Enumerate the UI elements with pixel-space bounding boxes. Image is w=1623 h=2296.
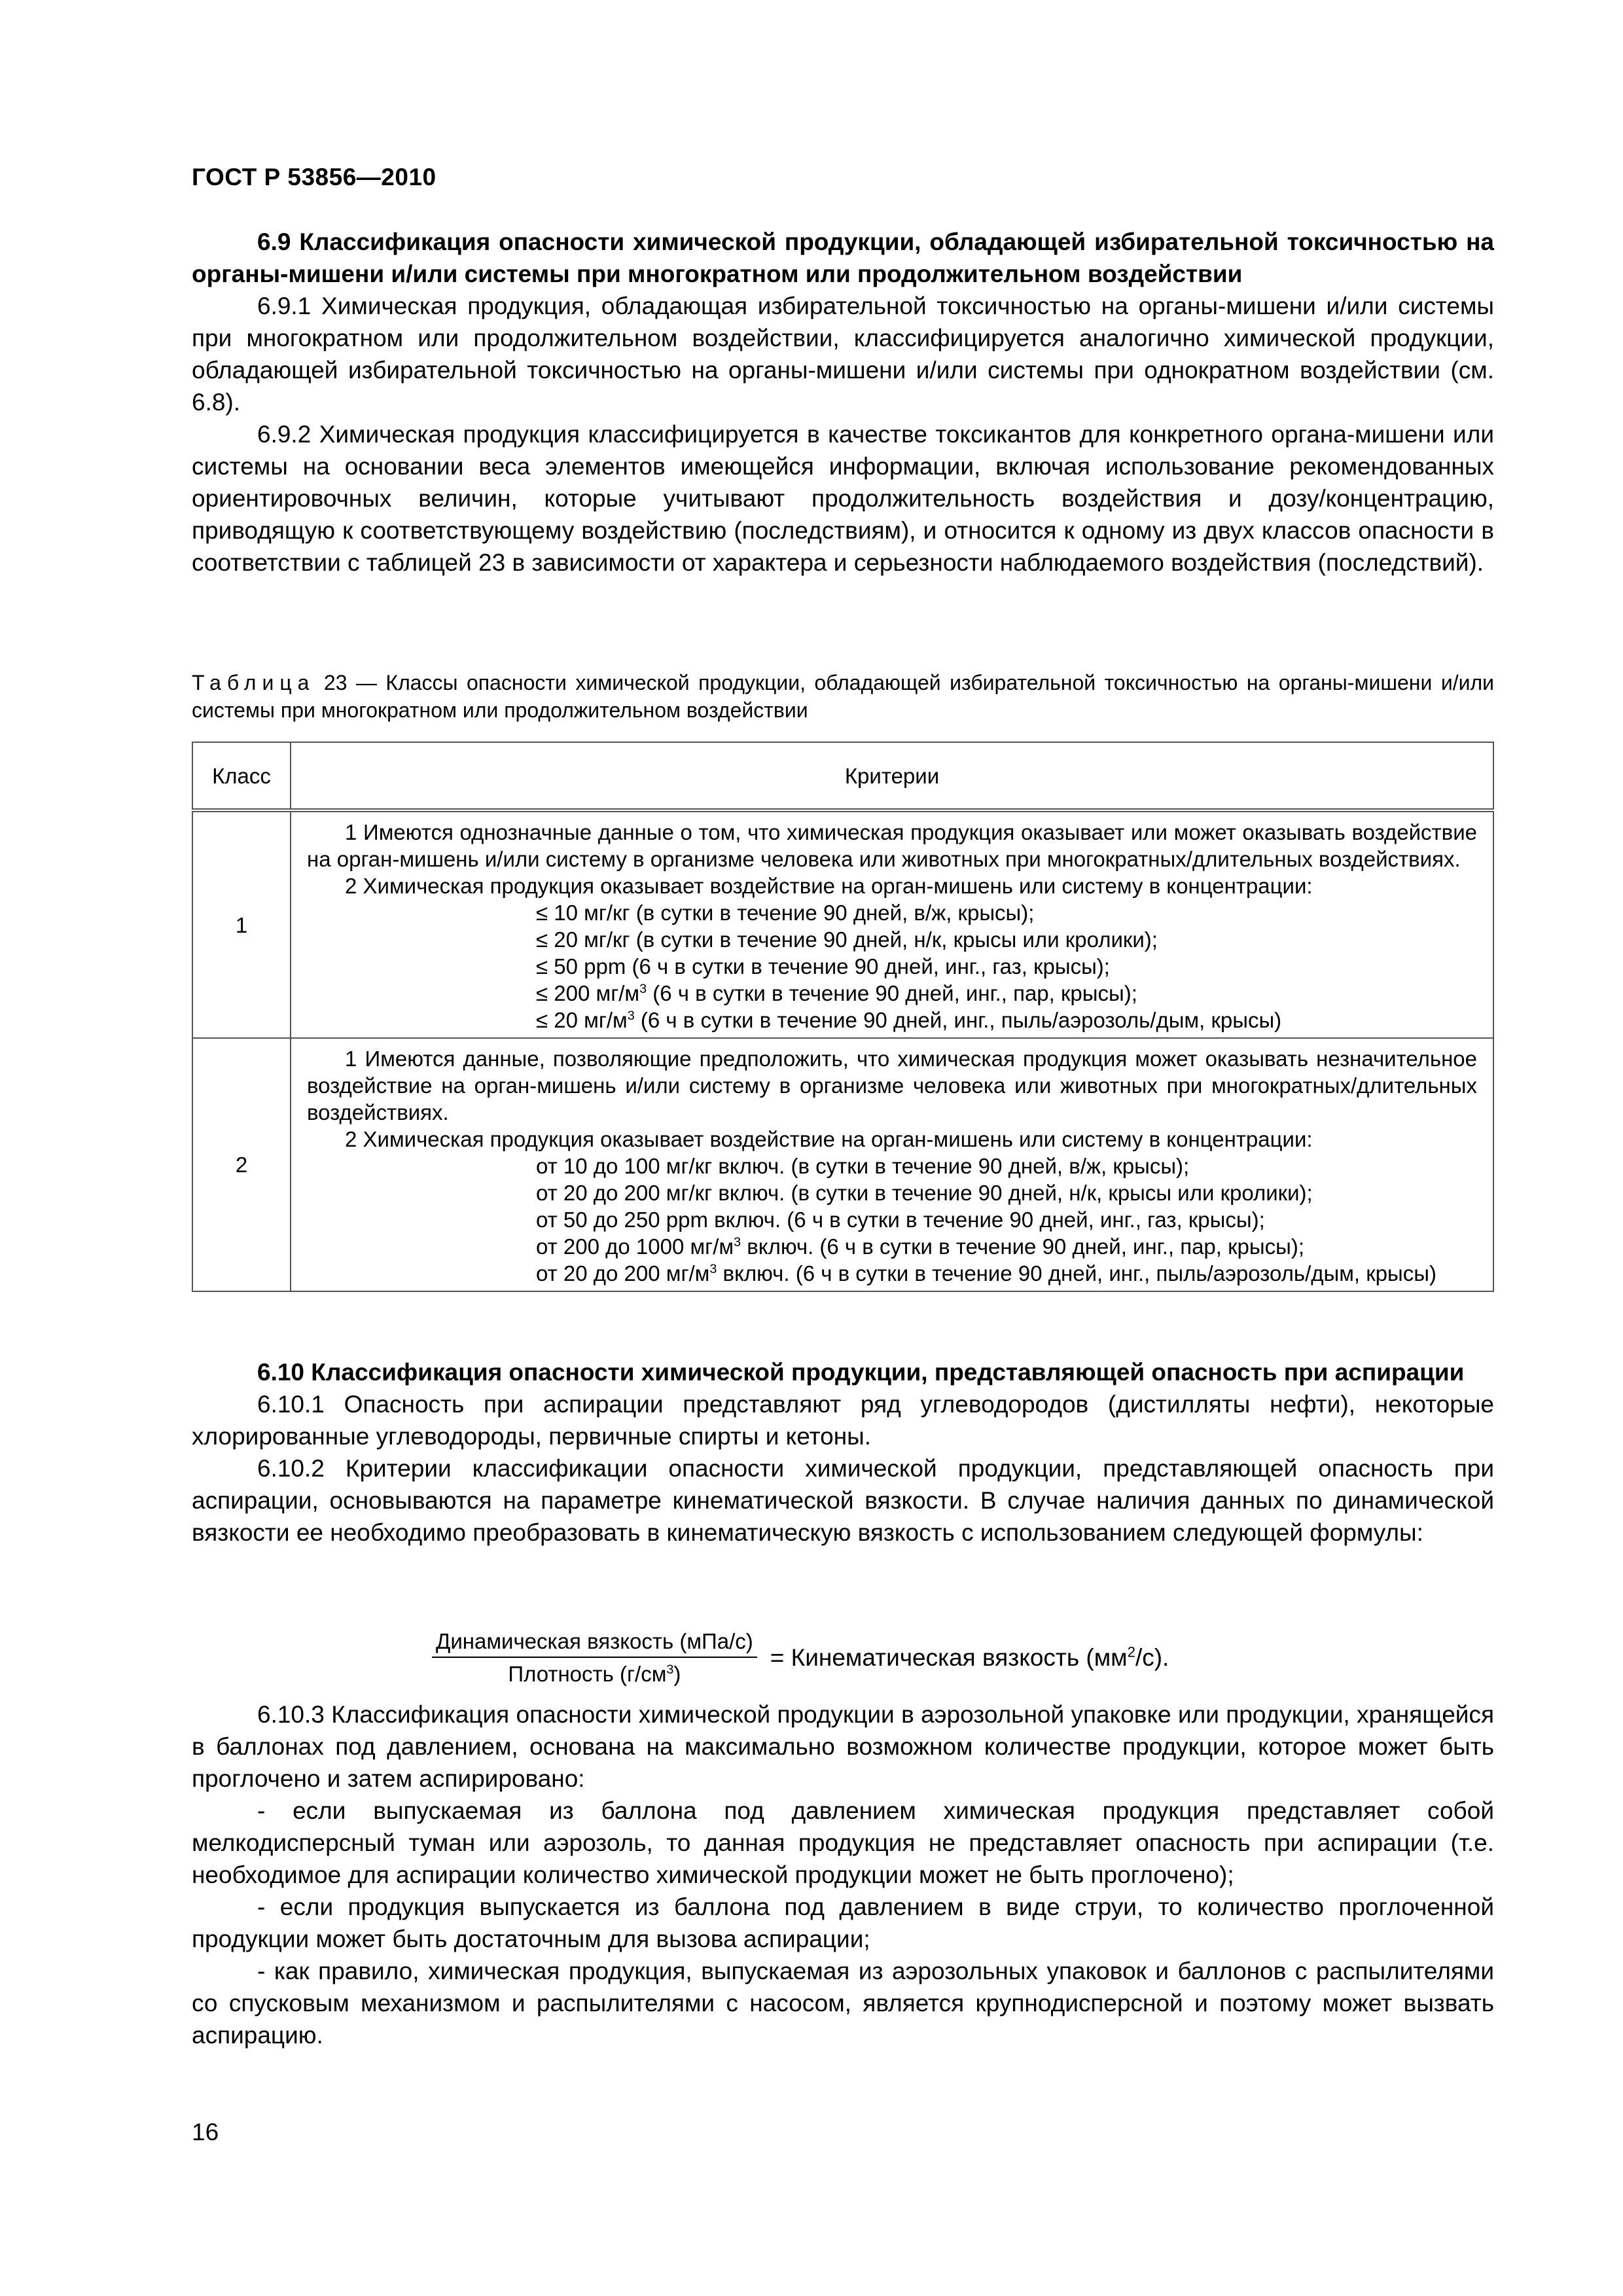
criterion-1: 1 Имеются данные, позволяющие предположить, что химическая продукция может оказывать незначительное воздействие на орган-мишень и/или систему в организме человека или животных при многократных/длительных воздействиях.: [307, 1047, 1477, 1124]
concentration-value: от 20 до 200 мг/кг включ. (в сутки в течение 90 дней, н/к, крысы или кролики);: [536, 1181, 1313, 1205]
section-title: 6.9 Классификация опасности химической продукции, обладающей избирательной токсичностью на органы-мишени и/или системы при многократном или продолжительном воздействии: [192, 228, 1494, 287]
formula-denominator: [504, 1658, 685, 1687]
value-text: (6 ч в сутки в течение 90 дней, инг., пыль/аэрозоль/дым, крысы): [634, 1008, 1282, 1032]
superscript: 3: [734, 1235, 741, 1249]
section-6-10-3: [192, 1698, 1494, 2051]
concentration-value: ≤ 20 мг/кг (в сутки в течение 90 дней, н/к, крысы или кролики);: [536, 927, 1158, 952]
value-text: включ. (6 ч в сутки в течение 90 дней, инг., пыль/аэрозоль/дым, крысы): [717, 1261, 1436, 1285]
concentration-value: ≤ 50 ppm (6 ч в сутки в течение 90 дней, инг., газ, крысы);: [536, 954, 1110, 978]
result-text: /с).: [1135, 1644, 1169, 1671]
section-title: 6.10 Классификация опасности химической продукции, представляющей опасность при аспирации: [257, 1359, 1465, 1386]
column-header-criteria: Критерии: [291, 742, 1493, 810]
formula-result: [770, 1644, 1169, 1672]
denominator-text: Плотность (г/см: [508, 1662, 667, 1686]
concentration-value: [307, 980, 1477, 1007]
table-caption-word: Таблица: [192, 671, 315, 694]
class-cell: 1: [192, 810, 291, 1038]
formula-numerator: Динамическая вязкость (мПа/с): [432, 1629, 757, 1658]
formula-fraction: [432, 1629, 757, 1687]
criterion-2: 2 Химическая продукция оказывает воздействие на орган-мишень или систему в концентрации:: [345, 874, 1313, 898]
paragraph-6-10-3: 6.10.3 Классификация опасности химической продукции в аэрозольной упаковке или продукции, хранящейся в баллонах под давлением, основана на максимально возможном количестве продукции, которое может быть проглочено и затем аспирировано:: [192, 1701, 1494, 1792]
value-text: от 200 до 1000 мг/м: [536, 1234, 734, 1259]
concentration-value: [307, 1260, 1477, 1287]
paragraph-6-9-2: 6.9.2 Химическая продукция классифицируется в качестве токсикантов для конкретного органа-мишени или системы на основании веса элементов имеющейся информации, включая использование рекомендованных ориентировочных величин, которые учитывают продолжительность воздействия и дозу/концентрацию, приводящую к соответствующему воздействию (последствиям), и относится к одному из двух классов опасности в соответствии с таблицей 23 в зависимости от характера и серьезности наблюдаемого воздействия (последствий).: [192, 421, 1494, 576]
superscript: 3: [627, 1009, 635, 1023]
list-item: - если выпускаемая из баллона под давлением химическая продукция представляет собой мелкодисперсный туман или аэрозоль, то данная продукция не представляет опасность при аспирации (т.е. необходимое для аспирации количество химической продукции может не быть проглочено);: [192, 1797, 1494, 1888]
table-row: [192, 810, 1493, 1038]
class-cell: 2: [192, 1038, 291, 1291]
concentration-value: [307, 1007, 1477, 1033]
value-text: (6 ч в сутки в течение 90 дней, инг., пар, крысы);: [647, 981, 1137, 1005]
criteria-cell: [291, 810, 1493, 1038]
result-text: = Кинематическая вязкость (мм: [770, 1644, 1128, 1671]
value-text: включ. (6 ч в сутки в течение 90 дней, инг., пар, крысы);: [741, 1234, 1305, 1259]
superscript: 3: [666, 1662, 674, 1677]
value-text: ≤ 200 мг/м: [536, 981, 640, 1005]
table-caption: [192, 669, 1494, 724]
table-caption-text: 23 — Классы опасности химической продукции, обладающей избирательной токсичностью на органы-мишени и/или системы при многократном или продолжительном воздействии: [192, 671, 1494, 722]
list-item: - как правило, химическая продукция, выпускаемая из аэрозольных упаковок и баллонов с распылителями со спусковым механизмом и распылителями с насосом, является крупнодисперсной и поэтому может вызвать аспирацию.: [192, 1958, 1494, 2049]
criteria-cell: [291, 1038, 1493, 1291]
page-number: 16: [192, 2119, 219, 2145]
value-text: от 20 до 200 мг/м: [536, 1261, 710, 1285]
section-6-9: [192, 226, 1494, 579]
value-text: ≤ 20 мг/м: [536, 1008, 628, 1032]
column-header-class: Класс: [192, 742, 291, 810]
table-row: [192, 1038, 1493, 1291]
viscosity-formula: [432, 1622, 1169, 1694]
hazard-class-table: [192, 742, 1494, 1292]
section-6-10: [192, 1356, 1494, 1549]
concentration-value: ≤ 10 мг/кг (в сутки в течение 90 дней, в/ж, крысы);: [536, 901, 1035, 925]
concentration-value: от 50 до 250 ppm включ. (6 ч в сутки в течение 90 дней, инг., газ, крысы);: [536, 1208, 1265, 1232]
document-code: ГОСТ Р 53856—2010: [192, 164, 437, 190]
denominator-text: ): [673, 1662, 681, 1686]
table-header-row: [192, 742, 1493, 810]
paragraph-6-10-1: 6.10.1 Опасность при аспирации представляют ряд углеводородов (дистилляты нефти), некоторые хлорированные углеводороды, первичные спирты и кетоны.: [192, 1391, 1494, 1450]
superscript: 3: [709, 1262, 717, 1276]
criterion-1: 1 Имеются однозначные данные о том, что химическая продукция оказывает или может оказывать воздействие на орган-мишень и/или систему в организме человека или животных при многократных/длительных воздействиях.: [307, 820, 1477, 871]
criterion-2: 2 Химическая продукция оказывает воздействие на орган-мишень или систему в концентрации:: [345, 1127, 1313, 1151]
concentration-value: [307, 1233, 1477, 1260]
paragraph-6-10-2: 6.10.2 Критерии классификации опасности химической продукции, представляющей опасность при аспирации, основываются на параметре кинематической вязкости. В случае наличия данных по динамической вязкости ее необходимо преобразовать в кинематическую вязкость с использованием следующей формулы:: [192, 1455, 1494, 1546]
concentration-value: от 10 до 100 мг/кг включ. (в сутки в течение 90 дней, в/ж, крысы);: [536, 1154, 1190, 1178]
paragraph-6-9-1: 6.9.1 Химическая продукция, обладающая избирательной токсичностью на органы-мишени и/или системы при многократном или продолжительном воздействии, классифицируется аналогично химической продукции, обладающей избирательной токсичностью на органы-мишени и/или системы при однократном воздействии (см. 6.8).: [192, 293, 1494, 416]
superscript: 2: [1127, 1643, 1135, 1660]
list-item: - если продукция выпускается из баллона под давлением в виде струи, то количество проглоченной продукции может быть достаточным для вызова аспирации;: [192, 1893, 1494, 1952]
superscript: 3: [639, 982, 647, 996]
